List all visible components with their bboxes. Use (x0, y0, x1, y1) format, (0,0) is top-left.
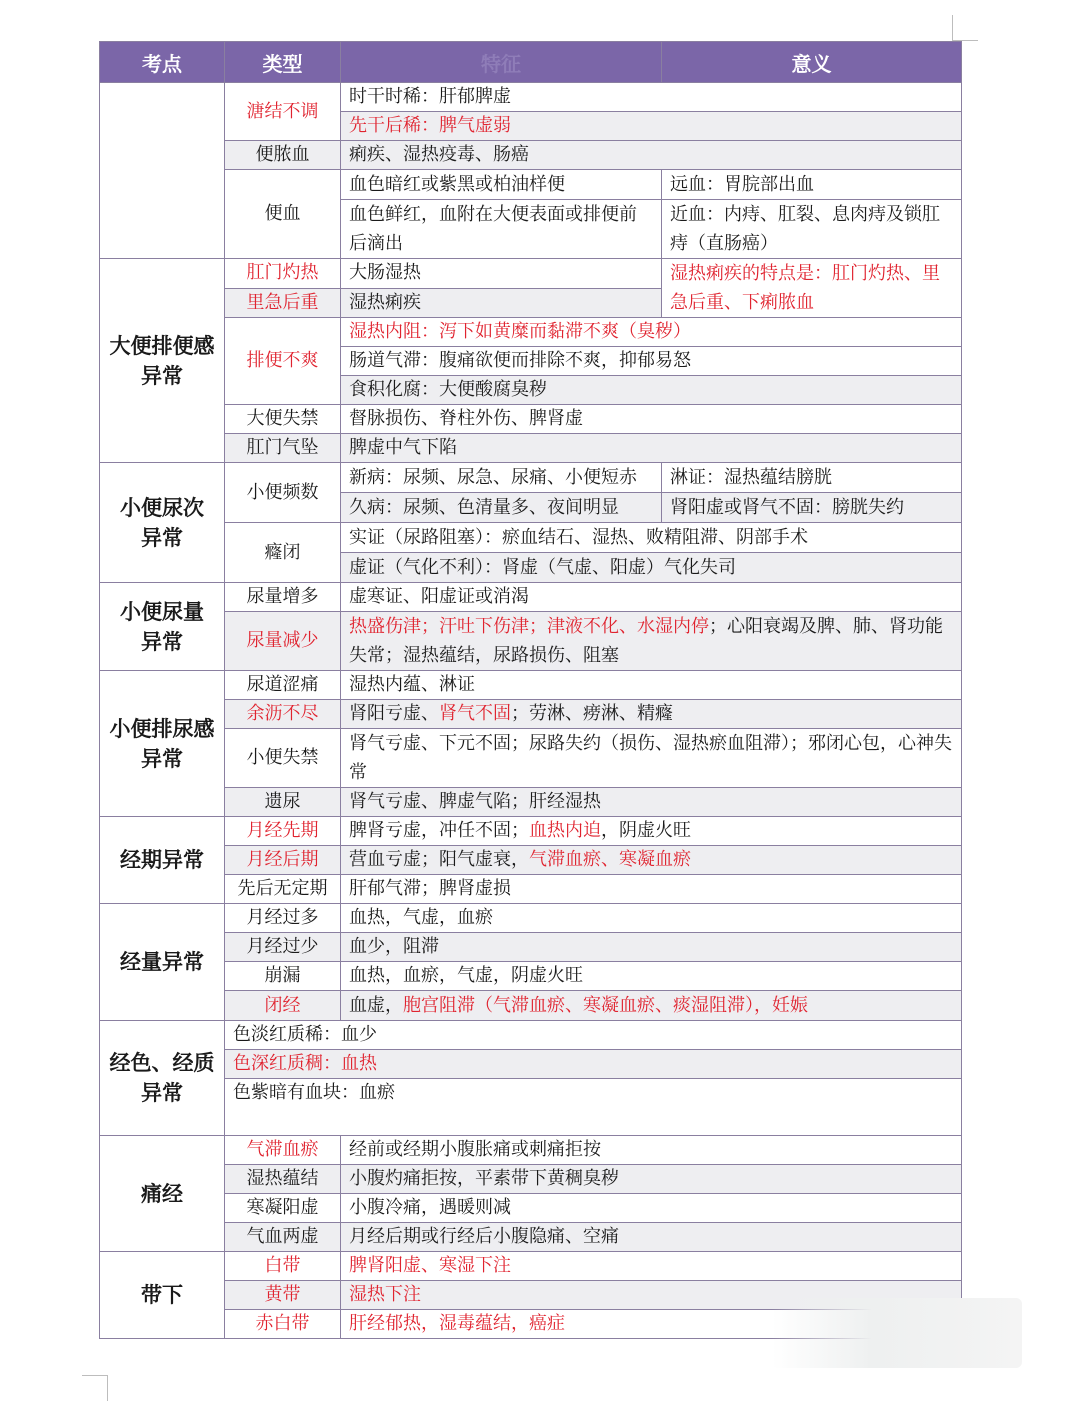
text-run: 小腹灼痛拒按，平素带下黄稠臭秽 (349, 1168, 619, 1189)
text-run: ；心阳衰竭及脾、肺、肾功能失常；湿热蕴结，尿路损伤、阻塞 (349, 616, 943, 666)
description-cell (341, 817, 962, 846)
text-run: 湿热内阻：泻下如黄糜而黏滞不爽（臭秽） (349, 321, 691, 342)
table-row (100, 846, 962, 875)
category-cell: 带下 (100, 1252, 225, 1339)
description-cell (341, 288, 662, 318)
description-cell (341, 1165, 962, 1194)
description-cell (341, 612, 962, 671)
table-row (100, 962, 962, 991)
description-cell (341, 700, 962, 729)
type-cell: 气滞血瘀 (225, 1136, 341, 1165)
table-row (100, 141, 962, 170)
type-cell: 月经先期 (225, 817, 341, 846)
text-run: 血少，阻滞 (349, 936, 439, 957)
text-run: 肠道气滞：腹痛欲便而排除不爽，抑郁易怒 (349, 350, 691, 371)
type-cell: 肛门灼热 (225, 259, 341, 289)
text-run: 淋证：湿热蕴结膀胱 (670, 467, 832, 488)
text-run: 久病：尿频、色清量多、夜间明显 (349, 496, 619, 518)
type-cell: 先后无定期 (225, 875, 341, 904)
type-cell: 溏结不调 (225, 83, 341, 141)
header-feature: 特征 (341, 42, 662, 83)
type-cell: 便脓血 (225, 141, 341, 170)
crop-mark (952, 15, 953, 41)
text-run: 血热内迫 (529, 820, 601, 841)
table-row (100, 463, 962, 493)
meaning-cell (662, 463, 962, 493)
header-meaning: 意义 (662, 42, 962, 83)
type-cell: 肛门气坠 (225, 434, 341, 463)
description-cell (341, 904, 962, 933)
type-cell: 湿热蕴结 (225, 1165, 341, 1194)
text-run: 血色暗红或紫黑或柏油样便 (349, 173, 565, 195)
category-cell: 痛经 (100, 1136, 225, 1252)
table-row (100, 83, 962, 112)
table-row (100, 405, 962, 434)
text-run: 营血亏虚；阳气虚衰， (349, 849, 529, 870)
text-run: 虚寒证、阳虚证或消渴 (349, 586, 529, 607)
type-cell: 赤白带 (225, 1310, 341, 1339)
meaning-cell (662, 259, 962, 318)
table-row (100, 1165, 962, 1194)
text-run: 色紫暗有血块：血瘀 (233, 1082, 395, 1103)
table-row (100, 318, 962, 347)
type-cell: 小便频数 (225, 463, 341, 523)
text-run: 实证（尿路阻塞）：瘀血结石、湿热、败精阻滞、阴部手术 (349, 527, 808, 548)
table-row (100, 1194, 962, 1223)
text-run: 气滞血瘀、寒凝血瘀 (529, 849, 691, 870)
text-run: 肾阳虚或肾气不固：膀胱失约 (670, 497, 904, 518)
text-run: 湿热下注 (349, 1284, 421, 1305)
type-cell: 尿量增多 (225, 583, 341, 612)
description-cell (341, 1223, 962, 1252)
table-row (100, 817, 962, 846)
table-row (100, 788, 962, 817)
symptom-table (99, 41, 962, 1339)
type-cell: 余沥不尽 (225, 700, 341, 729)
description-cell (341, 318, 962, 347)
table-row (100, 523, 962, 553)
type-cell: 月经过少 (225, 933, 341, 962)
category-cell: 经色、经质 异常 (100, 1021, 225, 1136)
text-run: 新病：尿频、尿急、尿痛、小便短赤 (349, 466, 637, 488)
table-row (100, 583, 962, 612)
header-exam-point: 考点 (100, 42, 225, 83)
description-cell (341, 112, 962, 141)
type-cell: 大便失禁 (225, 405, 341, 434)
description-cell (341, 846, 962, 875)
text-run: 脾肾亏虚，冲任不固； (349, 820, 529, 841)
text-run: 血热，血瘀，气虚，阴虚火旺 (349, 965, 583, 986)
text-run: 血虚， (349, 995, 403, 1016)
table-row (100, 1252, 962, 1281)
text-run: 食积化腐：大便酸腐臭秽 (349, 379, 547, 400)
description-cell (341, 347, 962, 376)
description-cell (341, 1136, 962, 1165)
type-cell: 白带 (225, 1252, 341, 1281)
text-run: 肾气亏虚、脾虚气陷；肝经湿热 (349, 791, 601, 812)
table-row (100, 700, 962, 729)
description-cell (341, 463, 662, 493)
text-run: 血色鲜红，血附在大便表面或排便前后滴出 (349, 204, 637, 254)
description-cell (341, 170, 662, 200)
description-cell (341, 376, 962, 405)
type-cell: 小便失禁 (225, 729, 341, 788)
crop-mark (107, 1375, 108, 1401)
text-run: 肾气亏虚、下元不固；尿路失约（损伤、湿热瘀血阻滞）；邪闭心包，心神失常 (349, 733, 952, 783)
text-run: 肾气不固 (439, 703, 511, 724)
description-cell (225, 1079, 962, 1136)
category-cell: 经期异常 (100, 817, 225, 904)
description-cell (225, 1021, 962, 1050)
text-run: 近血：内痔、肛裂、息肉痔及锁肛痔（直肠癌） (670, 204, 940, 254)
description-cell (341, 875, 962, 904)
description-cell (341, 200, 662, 259)
type-cell: 排便不爽 (225, 318, 341, 405)
table-row (100, 904, 962, 933)
text-run: 色淡红质稀：血少 (233, 1024, 377, 1045)
table-row (100, 1079, 962, 1136)
text-run: 时干时稀：肝郁脾虚 (349, 86, 511, 107)
category-cell: 小便尿次 异常 (100, 463, 225, 583)
type-cell: 闭经 (225, 991, 341, 1021)
text-run: 湿热内蕴、淋证 (349, 674, 475, 695)
watermark-blur (772, 1298, 1022, 1368)
text-run: 月经后期或行经后小腹隐痛、空痛 (349, 1226, 619, 1247)
table-row (100, 991, 962, 1021)
category-cell: 小便尿量 异常 (100, 583, 225, 671)
description-cell (341, 493, 662, 523)
description-cell (341, 583, 962, 612)
type-cell: 月经过多 (225, 904, 341, 933)
table-row (100, 612, 962, 671)
table-row (100, 933, 962, 962)
text-run: 先干后稀：脾气虚弱 (349, 115, 511, 136)
type-cell: 崩漏 (225, 962, 341, 991)
description-cell (341, 671, 962, 700)
text-run: 大肠湿热 (349, 262, 421, 284)
table-row (100, 170, 962, 200)
header-type: 类型 (225, 42, 341, 83)
category-cell (100, 83, 225, 259)
description-cell (341, 962, 962, 991)
type-cell: 月经后期 (225, 846, 341, 875)
type-cell: 遗尿 (225, 788, 341, 817)
type-cell: 尿道涩痛 (225, 671, 341, 700)
description-cell (341, 933, 962, 962)
text-run: ；劳淋、痨淋、精癃 (511, 703, 673, 724)
text-run: 痢疾、湿热疫毒、肠癌 (349, 144, 529, 165)
text-run: 肝经郁热，湿毒蕴结，癌症 (349, 1313, 565, 1334)
document-page (99, 41, 961, 1339)
type-cell: 癃闭 (225, 523, 341, 583)
category-cell: 大便排便感 异常 (100, 259, 225, 463)
table-row (100, 671, 962, 700)
category-cell: 小便排尿感 异常 (100, 671, 225, 817)
description-cell (341, 523, 962, 553)
text-run: 脾虚中气下陷 (349, 437, 457, 458)
table-row (100, 1223, 962, 1252)
table-row (100, 1021, 962, 1050)
description-cell (341, 405, 962, 434)
type-cell: 寒凝阳虚 (225, 1194, 341, 1223)
table-row (100, 1050, 962, 1079)
meaning-cell (662, 200, 962, 259)
description-cell (341, 553, 962, 583)
crop-mark (82, 1375, 108, 1376)
type-cell: 尿量减少 (225, 612, 341, 671)
text-run: 督脉损伤、脊柱外伤、脾肾虚 (349, 408, 583, 429)
description-cell (341, 1194, 962, 1223)
description-cell (341, 83, 962, 112)
table-row (100, 875, 962, 904)
type-cell: 里急后重 (225, 288, 341, 318)
text-run: 虚证（气化不利）：肾虚（气虚、阳虚）气化失司 (349, 557, 736, 578)
text-run: 肾阳亏虚、 (349, 703, 439, 724)
description-cell (341, 259, 662, 289)
table-header-row (100, 42, 962, 83)
description-cell (341, 1252, 962, 1281)
type-cell: 气血两虚 (225, 1223, 341, 1252)
text-run: 湿热痢疾的特点是：肛门灼热、里急后重、下痢脓血 (670, 263, 940, 313)
description-cell (341, 788, 962, 817)
text-run: ，阴虚火旺 (601, 820, 691, 841)
type-cell: 黄带 (225, 1281, 341, 1310)
table-row (100, 1136, 962, 1165)
text-run: 脾肾阳虚、寒湿下注 (349, 1255, 511, 1276)
text-run: 远血：胃脘部出血 (670, 174, 814, 195)
text-run: 肝郁气滞；脾肾虚损 (349, 878, 511, 899)
table-body (100, 83, 962, 1339)
meaning-cell (662, 170, 962, 200)
table-row (100, 259, 962, 289)
table-row (100, 729, 962, 788)
description-cell (341, 141, 962, 170)
category-cell: 经量异常 (100, 904, 225, 1021)
text-run: 小腹冷痛，遇暖则减 (349, 1197, 511, 1218)
text-run: 热盛伤津；汗吐下伤津；津液不化、水湿内停 (349, 616, 709, 637)
description-cell (225, 1050, 962, 1079)
description-cell (341, 434, 962, 463)
text-run: 色深红质稠：血热 (233, 1053, 377, 1074)
description-cell (341, 729, 962, 788)
text-run: 胞宫阻滞（气滞血瘀、寒凝血瘀、痰湿阻滞），妊娠 (403, 995, 808, 1016)
description-cell (341, 991, 962, 1021)
text-run: 湿热痢疾 (349, 291, 421, 313)
text-run: 血热，气虚，血瘀 (349, 907, 493, 928)
table-row (100, 434, 962, 463)
type-cell: 便血 (225, 170, 341, 259)
text-run: 经前或经期小腹胀痛或刺痛拒按 (349, 1139, 601, 1160)
meaning-cell (662, 493, 962, 523)
